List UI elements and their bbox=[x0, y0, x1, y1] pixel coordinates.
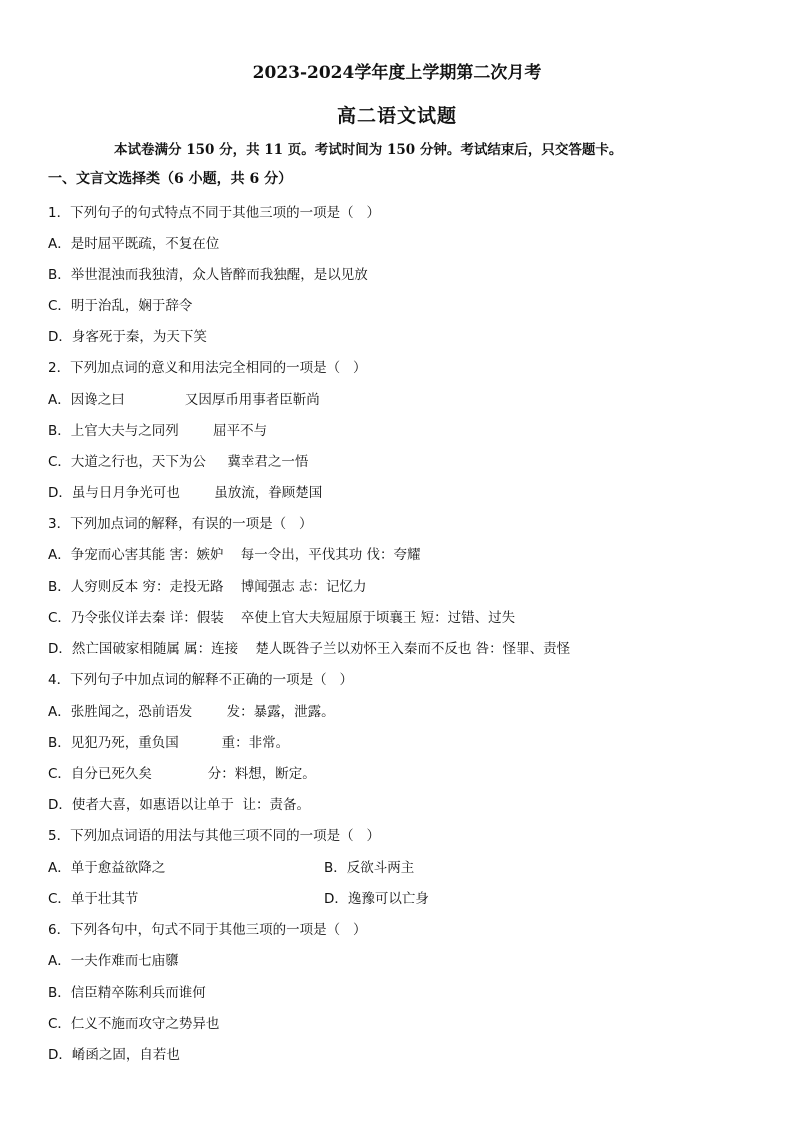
question-3-option-a: A．争宠而心害其能 害：嫉妒 每一令出，平伐其功 伐：夸耀 bbox=[48, 547, 421, 563]
question-6-option-c: C．仁义不施而攻守之势异也 bbox=[48, 1016, 220, 1032]
question-2-option-c: C．大道之行也，天下为公 冀幸君之一悟 bbox=[48, 454, 309, 470]
question-5-option-a: A．单于愈益欲降之 bbox=[48, 860, 166, 876]
question-6-option-d: D．崤函之固，自若也 bbox=[48, 1047, 180, 1063]
exam-subtitle: 高二语文试题 bbox=[336, 105, 457, 127]
question-5-option-d: D．逸豫可以亡身 bbox=[324, 891, 429, 907]
question-2-option-d: D．虽与日月争光可也 虽放流，眷顾楚国 bbox=[48, 485, 323, 501]
question-6-option-b: B．信臣精卒陈利兵而谁何 bbox=[48, 985, 206, 1001]
exam-title: 2023-2024学年度上学期第二次月考 bbox=[252, 63, 542, 83]
question-5-stem: 5．下列加点词语的用法与其他三项不同的一项是（ ） bbox=[48, 828, 380, 844]
question-4-option-a: A．张胜闻之，恐前语发 发：暴露，泄露。 bbox=[48, 704, 335, 720]
question-2-option-b: B．上官大夫与之同列 屈平不与 bbox=[48, 423, 268, 439]
question-3-stem: 3．下列加点词的解释，有误的一项是（ ） bbox=[48, 516, 313, 532]
question-4-option-d: D．使者大喜，如惠语以让单于 让：责备。 bbox=[48, 797, 310, 813]
section-heading: 一、文言文选择类（6 小题，共 6 分） bbox=[48, 171, 293, 187]
question-4-stem: 4．下列句子中加点词的解释不正确的一项是（ ） bbox=[48, 672, 353, 688]
question-5-option-c: C．单于壮其节 bbox=[48, 891, 139, 907]
question-1-option-d: D．身客死于秦，为天下笑 bbox=[48, 329, 207, 345]
question-2-stem: 2．下列加点词的意义和用法完全相同的一项是（ ） bbox=[48, 360, 367, 376]
question-4-option-c: C．自分已死久矣 分：料想，断定。 bbox=[48, 766, 316, 782]
question-4-option-b: B．见犯乃死，重负国 重：非常。 bbox=[48, 735, 290, 751]
question-2-option-a: A．因谗之曰 又因厚币用事者臣靳尚 bbox=[48, 392, 320, 408]
question-1-option-b: B．举世混浊而我独清，众人皆醉而我独醒，是以见放 bbox=[48, 267, 368, 283]
question-3-option-d: D．然亡国破家相随属 属：连接 楚人既咎子兰以劝怀王入秦而不反也 咎：怪罪、责怪 bbox=[48, 641, 571, 657]
question-6-stem: 6．下列各句中，句式不同于其他三项的一项是（ ） bbox=[48, 922, 367, 938]
exam-notice: 本试卷满分 150 分，共 11 页。考试时间为 150 分钟。考试结束后，只交答题卡。 bbox=[114, 142, 623, 158]
question-1-stem: 1．下列句子的句式特点不同于其他三项的一项是（ ） bbox=[48, 205, 380, 221]
question-3-option-c: C．乃令张仪详去秦 详：假装 卒使上官大夫短屈原于顷襄王 短：过错、过失 bbox=[48, 610, 516, 626]
question-1-option-c: C．明于治乱，娴于辞令 bbox=[48, 298, 193, 314]
question-3-option-b: B．人穷则反本 穷：走投无路 博闻强志 志：记忆力 bbox=[48, 579, 367, 595]
question-5-option-b: B．反欲斗两主 bbox=[324, 860, 415, 876]
question-6-option-a: A．一夫作难而七庙隳 bbox=[48, 953, 179, 969]
question-1-option-a: A．是时屈平既疏，不复在位 bbox=[48, 236, 220, 252]
